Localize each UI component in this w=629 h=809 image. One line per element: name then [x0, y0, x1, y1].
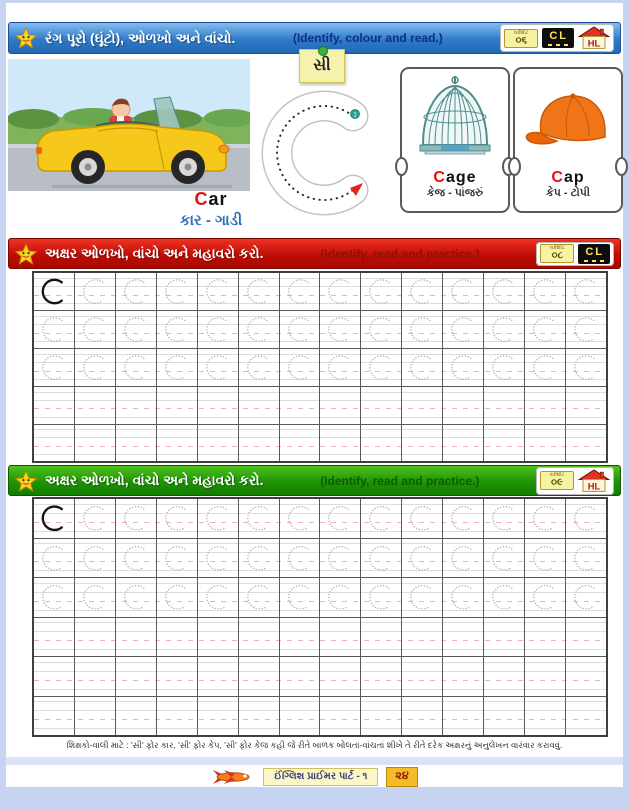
trace-cell[interactable]	[566, 273, 606, 310]
trace-cell[interactable]	[116, 657, 157, 696]
trace-cell[interactable]	[320, 425, 361, 462]
birdcage-icon	[415, 75, 495, 167]
worksheet-number-badge	[540, 244, 574, 263]
trace-cell[interactable]	[34, 311, 75, 348]
trace-cell[interactable]	[361, 578, 402, 617]
trace-cell[interactable]	[484, 311, 525, 348]
trace-cell[interactable]	[239, 311, 280, 348]
trace-cell[interactable]	[157, 657, 198, 696]
trace-cell[interactable]	[280, 618, 321, 657]
trace-cell[interactable]	[157, 349, 198, 386]
trace-cell[interactable]	[34, 578, 75, 617]
trace-cell[interactable]	[157, 273, 198, 310]
trace-cell[interactable]	[443, 311, 484, 348]
trace-cell[interactable]	[75, 273, 116, 310]
trace-cell[interactable]	[157, 425, 198, 462]
trace-cell[interactable]	[75, 349, 116, 386]
trace-cell[interactable]	[566, 349, 606, 386]
trace-cell[interactable]	[361, 539, 402, 578]
trace-cell[interactable]	[566, 311, 606, 348]
trace-cell[interactable]	[116, 578, 157, 617]
car-word-rest: ar	[208, 189, 228, 209]
trace-cell[interactable]	[443, 387, 484, 424]
trace-row	[34, 387, 606, 425]
trace-row	[34, 425, 606, 462]
cap-illustration	[515, 73, 621, 169]
trace-cell[interactable]	[402, 349, 443, 386]
cap-word-rest: ap	[563, 169, 585, 186]
trace-row	[34, 697, 606, 736]
trace-cell[interactable]	[116, 539, 157, 578]
trace-cell[interactable]	[443, 697, 484, 736]
airplane-icon	[211, 767, 255, 787]
trace-cell[interactable]	[484, 618, 525, 657]
page-body	[6, 3, 623, 787]
trace-cell[interactable]	[361, 387, 402, 424]
svg-text:1: 1	[353, 112, 357, 119]
trace-cell[interactable]	[320, 618, 361, 657]
car-word-initial: C	[194, 189, 209, 209]
header-instruction-gujarati: રંગ પૂરો (ઘૂંટો), ઓળખો અને વાંચો.	[45, 29, 236, 46]
classwork-badge	[542, 28, 574, 48]
trace-cell[interactable]	[198, 425, 239, 462]
tracing-grid-classwork	[32, 271, 608, 463]
trace-cell[interactable]	[361, 657, 402, 696]
worksheet-badge-number: ૦૬	[515, 34, 528, 46]
trace-cell[interactable]	[34, 425, 75, 462]
teacher-note: શિક્ષકો-વાલી માટે : 'સી' ફોર કાર, 'સી' ફોર કેપ, 'સી' ફોર કેજ કહી જે રીતે બાળક બોલતાં-વાંચતાં શીખે તે રીતે દરેક અક્ષરનું અનુલેખન વારંવાર કરાવવું.	[66, 740, 563, 750]
trace-cell[interactable]	[402, 539, 443, 578]
trace-cell[interactable]	[320, 387, 361, 424]
cage-word-initial: C	[433, 169, 446, 186]
trace-cell[interactable]	[116, 349, 157, 386]
trace-cell[interactable]	[157, 311, 198, 348]
trace-cell[interactable]	[280, 273, 321, 310]
trace-cell[interactable]	[280, 349, 321, 386]
trace-cell[interactable]	[198, 618, 239, 657]
worksheet-number-badge	[504, 29, 538, 48]
flashcard-cage	[400, 67, 510, 213]
trace-cell[interactable]	[320, 539, 361, 578]
worksheet-badge-label: વર્કશીટ	[549, 245, 565, 251]
card-notch	[508, 157, 521, 176]
trace-cell[interactable]	[484, 387, 525, 424]
trace-cell[interactable]	[239, 578, 280, 617]
trace-cell[interactable]	[361, 618, 402, 657]
trace-cell[interactable]	[75, 618, 116, 657]
trace-cell[interactable]	[198, 273, 239, 310]
trace-cell[interactable]	[116, 697, 157, 736]
letter-name-sticky	[299, 49, 345, 83]
trace-cell[interactable]	[402, 311, 443, 348]
trace-cell[interactable]	[525, 425, 566, 462]
worksheet-badge-number: ૦૮	[551, 250, 564, 261]
trace-cell[interactable]	[198, 499, 239, 538]
trace-cell[interactable]	[157, 578, 198, 617]
trace-cell[interactable]	[239, 273, 280, 310]
trace-cell[interactable]	[525, 387, 566, 424]
tracing-grid-homework	[32, 497, 608, 737]
classwork-badge-label: CL	[549, 30, 568, 42]
trace-cell[interactable]	[320, 311, 361, 348]
trace-cell[interactable]	[320, 499, 361, 538]
trace-cell[interactable]	[198, 349, 239, 386]
trace-cell[interactable]	[75, 578, 116, 617]
card-notch	[615, 157, 628, 176]
trace-cell[interactable]	[402, 578, 443, 617]
trace-cell[interactable]	[402, 499, 443, 538]
worksheet-badge-label: વર્કશીટ	[513, 29, 529, 36]
trace-cell[interactable]	[320, 349, 361, 386]
classwork-instruction-gujarati: અક્ષર ઓળખો, વાંચો અને મહાવરો કરો.	[45, 245, 264, 261]
homework-badges	[536, 467, 614, 495]
trace-cell[interactable]	[280, 499, 321, 538]
trace-cell[interactable]	[443, 499, 484, 538]
trace-cell[interactable]	[116, 387, 157, 424]
classwork-instruction-english: (Identify, read and practice.)	[320, 246, 480, 261]
house-icon	[578, 469, 610, 493]
trace-cell[interactable]	[239, 657, 280, 696]
trace-cell[interactable]	[443, 657, 484, 696]
trace-cell[interactable]	[280, 387, 321, 424]
trace-row	[34, 349, 606, 387]
trace-cell[interactable]	[157, 539, 198, 578]
trace-row	[34, 657, 606, 697]
trace-cell[interactable]	[157, 499, 198, 538]
trace-cell[interactable]	[443, 578, 484, 617]
trace-cell[interactable]	[525, 311, 566, 348]
trace-cell[interactable]	[239, 425, 280, 462]
classwork-badge-ticks	[548, 44, 568, 46]
trace-cell[interactable]	[566, 618, 606, 657]
trace-row	[34, 499, 606, 539]
trace-row	[34, 273, 606, 311]
trace-cell[interactable]	[280, 425, 321, 462]
trace-cell[interactable]	[198, 657, 239, 696]
worksheet-badge-number: ૦૯	[551, 477, 563, 488]
homework-instruction-bar	[8, 465, 621, 496]
trace-cell[interactable]	[566, 697, 606, 736]
worksheet-number-badge	[540, 471, 574, 490]
trace-cell[interactable]	[484, 273, 525, 310]
trace-cell[interactable]	[75, 499, 116, 538]
trace-cell[interactable]	[566, 657, 606, 696]
car-caption-gujarati: કાર - ગાડી	[179, 212, 243, 229]
trace-cell[interactable]	[484, 578, 525, 617]
header-badges	[500, 24, 614, 52]
star-icon	[15, 470, 37, 492]
trace-cell-solid-letter[interactable]	[34, 273, 75, 310]
trace-cell[interactable]	[484, 539, 525, 578]
homework-badge	[578, 26, 610, 50]
trace-cell[interactable]	[280, 578, 321, 617]
homework-instruction-gujarati: અક્ષર ઓળખો, વાંચો અને મહાવરો કરો.	[45, 472, 264, 488]
trace-cell[interactable]	[34, 539, 75, 578]
trace-cell[interactable]	[361, 273, 402, 310]
trace-cell[interactable]	[116, 273, 157, 310]
cage-illustration	[402, 73, 508, 169]
trace-cell[interactable]	[280, 657, 321, 696]
trace-cell[interactable]	[525, 697, 566, 736]
trace-cell[interactable]	[525, 539, 566, 578]
trace-cell[interactable]	[75, 697, 116, 736]
cap-word-initial: C	[551, 169, 564, 186]
classwork-instruction-bar	[8, 238, 621, 269]
letter-name-gujarati: સી	[313, 57, 331, 74]
trace-cell[interactable]	[402, 657, 443, 696]
trace-cell[interactable]	[525, 657, 566, 696]
trace-cell[interactable]	[320, 273, 361, 310]
classwork-badge-label: CL	[585, 245, 604, 258]
trace-cell[interactable]	[402, 387, 443, 424]
trace-cell[interactable]	[239, 349, 280, 386]
trace-cell[interactable]	[280, 311, 321, 348]
cage-caption-gujarati: કેજ - પાંજરું	[426, 187, 484, 199]
trace-cell[interactable]	[198, 387, 239, 424]
cap-word	[515, 169, 621, 187]
trace-cell[interactable]	[484, 425, 525, 462]
trace-cell[interactable]	[157, 387, 198, 424]
trace-cell[interactable]	[525, 349, 566, 386]
trace-cell[interactable]	[198, 539, 239, 578]
trace-cell[interactable]	[443, 349, 484, 386]
trace-cell[interactable]	[75, 425, 116, 462]
star-icon	[15, 27, 37, 49]
cage-word	[402, 169, 508, 187]
trace-cell-solid-letter[interactable]	[34, 499, 75, 538]
trace-cell[interactable]	[239, 618, 280, 657]
trace-cell[interactable]	[361, 349, 402, 386]
trace-cell[interactable]	[566, 387, 606, 424]
trace-cell[interactable]	[443, 618, 484, 657]
trace-cell[interactable]	[75, 387, 116, 424]
trace-cell[interactable]	[361, 499, 402, 538]
homework-badge	[578, 469, 610, 493]
cap-caption-gujarati: કેપ - ટોપી	[545, 187, 591, 199]
trace-cell[interactable]	[443, 425, 484, 462]
big-trace-letter[interactable]	[256, 81, 403, 219]
star-icon	[15, 243, 37, 265]
trace-cell[interactable]	[402, 697, 443, 736]
trace-cell[interactable]	[566, 425, 606, 462]
trace-cell[interactable]	[484, 657, 525, 696]
trace-cell[interactable]	[566, 499, 606, 538]
trace-row	[34, 311, 606, 349]
trace-cell[interactable]	[34, 618, 75, 657]
trace-cell[interactable]	[280, 539, 321, 578]
cage-word-rest: age	[445, 169, 477, 186]
trace-cell[interactable]	[484, 499, 525, 538]
trace-cell[interactable]	[75, 657, 116, 696]
house-icon	[578, 26, 610, 50]
trace-cell[interactable]	[198, 311, 239, 348]
trace-row	[34, 618, 606, 658]
trace-cell[interactable]	[239, 387, 280, 424]
trace-cell[interactable]	[116, 425, 157, 462]
classwork-badge-ticks	[584, 260, 604, 262]
trace-cell[interactable]	[157, 618, 198, 657]
trace-row	[34, 539, 606, 579]
trace-cell[interactable]	[361, 311, 402, 348]
trace-cell[interactable]	[402, 425, 443, 462]
trace-cell[interactable]	[116, 618, 157, 657]
trace-cell[interactable]	[361, 697, 402, 736]
trace-cell[interactable]	[239, 539, 280, 578]
trace-cell[interactable]	[525, 578, 566, 617]
book-title: ઈંગ્લિશ પ્રાઈમર પાર્ટ - ૧	[263, 768, 378, 786]
trace-cell[interactable]	[443, 273, 484, 310]
pin-icon	[318, 46, 328, 56]
trace-cell[interactable]	[402, 273, 443, 310]
trace-cell[interactable]	[157, 697, 198, 736]
trace-cell[interactable]	[34, 657, 75, 696]
trace-cell[interactable]	[34, 387, 75, 424]
classwork-badges	[536, 242, 614, 266]
cap-icon	[523, 87, 613, 155]
trace-cell[interactable]	[198, 578, 239, 617]
car-illustration	[8, 59, 250, 191]
trace-cell[interactable]	[402, 618, 443, 657]
classwork-badge	[578, 244, 610, 264]
trace-cell[interactable]	[280, 697, 321, 736]
trace-cell[interactable]	[525, 273, 566, 310]
trace-cell[interactable]	[34, 349, 75, 386]
page-number: ૨૪	[386, 767, 417, 786]
trace-cell[interactable]	[320, 578, 361, 617]
trace-cell[interactable]	[34, 697, 75, 736]
trace-cell[interactable]	[484, 349, 525, 386]
trace-row	[34, 578, 606, 618]
trace-cell[interactable]	[198, 697, 239, 736]
trace-cell[interactable]	[116, 499, 157, 538]
trace-cell[interactable]	[443, 539, 484, 578]
trace-cell[interactable]	[525, 618, 566, 657]
homework-instruction-english: (Identify, read and practice.)	[320, 473, 480, 488]
trace-cell[interactable]	[239, 499, 280, 538]
trace-cell[interactable]	[566, 578, 606, 617]
trace-cell[interactable]	[239, 697, 280, 736]
trace-cell[interactable]	[320, 697, 361, 736]
svg-text:HL: HL	[587, 479, 601, 491]
separator-band	[6, 757, 623, 765]
flashcard-cap	[513, 67, 623, 213]
trace-cell[interactable]	[484, 697, 525, 736]
trace-letter-c-icon	[256, 81, 403, 221]
svg-text:HL: HL	[587, 37, 601, 49]
page-footer	[6, 767, 623, 787]
card-notch	[395, 157, 408, 176]
header-instruction-english: (Identify, colour and read.)	[292, 31, 443, 45]
trace-cell[interactable]	[361, 425, 402, 462]
worksheet-badge-label: વર્કશીટ	[549, 472, 565, 478]
trace-cell[interactable]	[525, 499, 566, 538]
trace-cell[interactable]	[116, 311, 157, 348]
trace-cell[interactable]	[75, 539, 116, 578]
trace-cell[interactable]	[75, 311, 116, 348]
car-scene-image	[8, 59, 250, 191]
trace-cell[interactable]	[320, 657, 361, 696]
trace-cell[interactable]	[566, 539, 606, 578]
